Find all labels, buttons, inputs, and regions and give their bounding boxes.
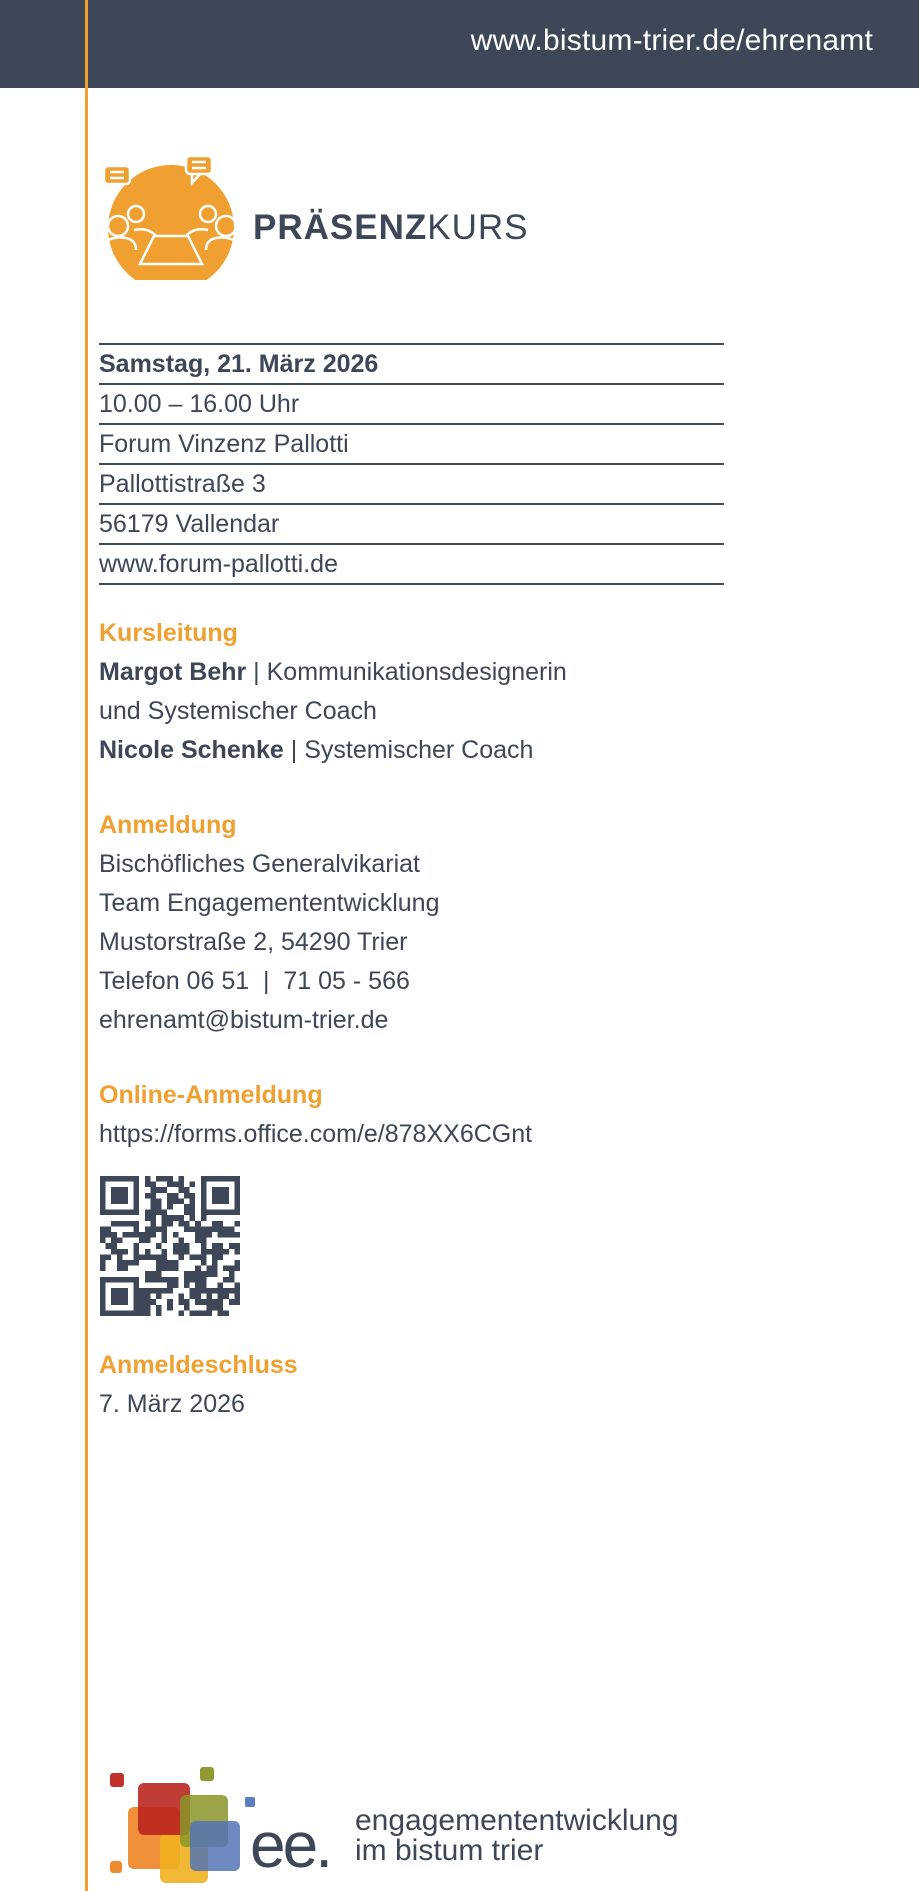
accent-line: [85, 0, 88, 1891]
qr-code[interactable]: [99, 1176, 241, 1316]
address-line: Team Engagemententwicklung: [99, 889, 440, 917]
header-url[interactable]: www.bistum-trier.de/ehrenamt: [470, 24, 873, 57]
event-date: Samstag, 21. März 2026: [99, 343, 724, 383]
separator: |: [246, 658, 267, 686]
deadline-date: 7. März 2026: [99, 1390, 245, 1418]
event-city: 56179 Vallendar: [99, 503, 724, 543]
leader-name: Margot Behr: [99, 658, 247, 686]
address-line: Mustorstraße 2, 54290 Trier: [99, 928, 408, 956]
email-link[interactable]: ehrenamt@bistum-trier.de: [99, 1006, 389, 1034]
anmeldung-heading: Anmeldung: [99, 811, 237, 839]
course-type-bold: PRÄSENZ: [253, 208, 428, 247]
footer-line1: engagemententwicklung: [355, 1804, 679, 1837]
address-line: Bischöfliches Generalvikariat: [99, 850, 420, 878]
engagemententwicklung-logo: [100, 1765, 350, 1885]
leader-role-cont: und Systemischer Coach: [99, 697, 377, 725]
kursleitung-heading: Kursleitung: [99, 619, 238, 647]
event-time: 10.00 – 16.00 Uhr: [99, 383, 724, 423]
leader-name: Nicole Schenke: [99, 736, 284, 764]
meeting-table-icon: [104, 150, 238, 280]
phone: Telefon 06 51 | 71 05 - 566: [99, 967, 410, 995]
event-venue: Forum Vinzenz Pallotti: [99, 423, 724, 463]
svg-text:ee.: ee.: [250, 1809, 330, 1881]
event-website[interactable]: www.forum-pallotti.de: [99, 543, 724, 585]
footer-line2: im bistum trier: [355, 1834, 544, 1867]
online-heading: Online-Anmeldung: [99, 1081, 323, 1109]
online-section: [99, 1076, 532, 1154]
online-url[interactable]: https://forms.office.com/e/878XX6CGnt: [99, 1120, 533, 1148]
leader-role: Kommunikationsdesignerin: [266, 658, 567, 686]
separator: |: [283, 736, 305, 764]
course-type-light: KURS: [427, 208, 529, 247]
event-details-table: [99, 343, 724, 585]
leader-role: Systemischer Coach: [304, 736, 534, 764]
header-bar: [0, 0, 919, 88]
course-type-title: [253, 208, 529, 248]
kursleitung-section: [99, 614, 567, 770]
deadline-section: [99, 1346, 298, 1424]
event-street: Pallottistraße 3: [99, 463, 724, 503]
footer-logo-text: [355, 1806, 679, 1866]
deadline-heading: Anmeldeschluss: [99, 1351, 298, 1379]
anmeldung-section: [99, 806, 439, 1040]
